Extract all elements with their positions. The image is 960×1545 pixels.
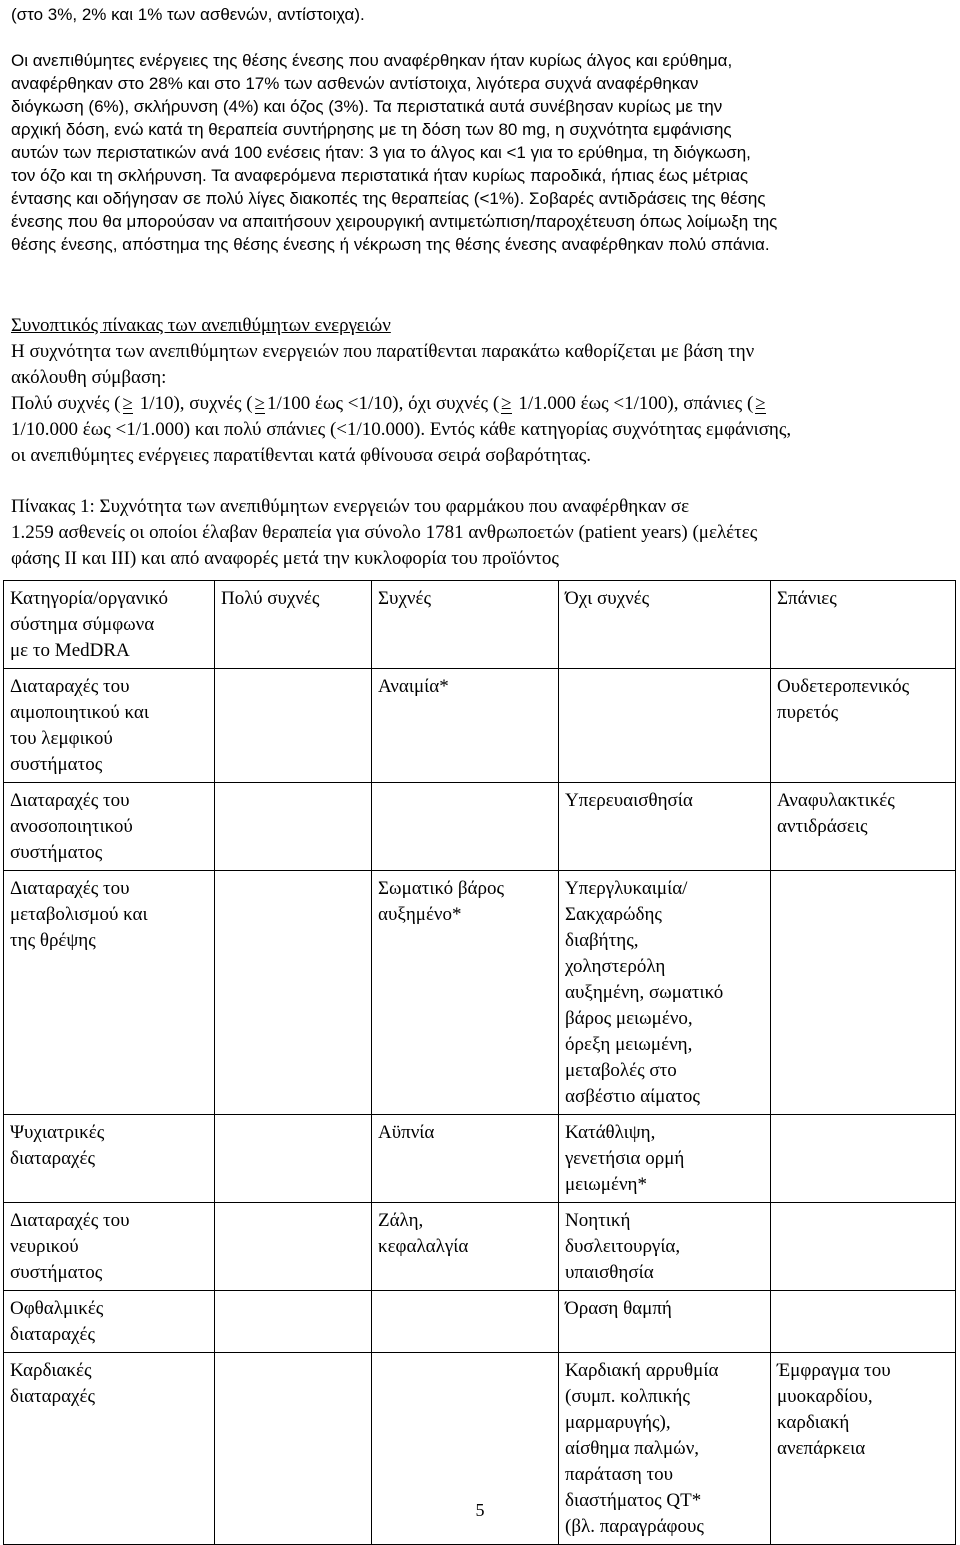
section-heading: Συνοπτικός πίνακας των ανεπιθύμητων ενεργειών	[11, 315, 391, 336]
cell-line: παράταση του	[565, 1464, 674, 1485]
paragraph-line: αρχική δόση, ενώ κατά τη θεραπεία συντήρησης με τη δόση των 80 mg, η συχνότητα εμφάνισης	[11, 120, 732, 139]
table-header-row	[4, 581, 956, 669]
paragraph-line: θέσης ένεσης, απόστημα της θέσης ένεσης ή νέκρωση της θέσης ένεσης αναφέρθηκαν πολύ σπάνια.	[11, 235, 770, 254]
cell-line: Ουδετεροπενικός	[777, 676, 910, 697]
cell-line: Κατηγορία/οργανικό	[10, 588, 168, 609]
cell-line: (συμπ. κολπικής	[565, 1386, 690, 1407]
frequency-cell	[559, 669, 771, 783]
table-caption	[11, 494, 946, 572]
cell-line: υπαισθησία	[565, 1262, 654, 1283]
frequency-cell	[771, 1115, 956, 1203]
cell-line: χοληστερόλη	[565, 956, 666, 977]
frequency-cell	[372, 783, 559, 871]
frequency-cell	[372, 1115, 559, 1203]
cell-line: Νοητική	[565, 1210, 631, 1231]
text-fragment: 1/100 έως <1/10), όχι συχνές (	[267, 393, 500, 414]
cell-line: αυξημένο*	[378, 904, 462, 925]
frequency-cell	[215, 1115, 372, 1203]
cell-line: Διαταραχές του	[10, 878, 130, 899]
text-line: Η συχνότητα των ανεπιθύμητων ενεργειών που παρατίθενται παρακάτω καθορίζεται με βάση την	[11, 341, 755, 362]
table-row	[4, 1203, 956, 1291]
cell-line: (βλ. παραγράφους	[565, 1516, 704, 1537]
cell-line: γενετήσια ορμή	[565, 1148, 685, 1169]
cell-line: συστήματος	[10, 842, 103, 863]
header-cell	[559, 581, 771, 669]
cell-line: αίσθημα παλμών,	[565, 1438, 700, 1459]
cell-line: με το MedDRA	[10, 640, 130, 661]
cell-line: Σωματικό βάρος	[378, 878, 504, 899]
table-row	[4, 669, 956, 783]
cell-line: Έμφραγμα του	[777, 1360, 891, 1381]
cell-line: μεταβολισμού και	[10, 904, 148, 925]
cell-line: μυοκαρδίου,	[777, 1386, 873, 1407]
text-line: ακόλουθη σύμβαση:	[11, 367, 167, 388]
cell-line: Καρδιακές	[10, 1360, 92, 1381]
frequency-cell	[559, 1291, 771, 1353]
frequency-cell	[215, 1291, 372, 1353]
cell-line: αυξημένη, σωματικό	[565, 982, 724, 1003]
caption-line: Πίνακας 1: Συχνότητα των ανεπιθύμητων ενεργειών του φαρμάκου που αναφέρθηκαν σε	[11, 496, 690, 517]
cell-line: συστήματος	[10, 1262, 103, 1283]
cell-line: Διαταραχές του	[10, 790, 130, 811]
frequency-cell	[372, 1291, 559, 1353]
cell-line: της θρέψης	[10, 930, 96, 951]
organ-class-cell	[4, 1115, 215, 1203]
cell-line: ανεπάρκεια	[777, 1438, 866, 1459]
frequency-cell	[559, 1203, 771, 1291]
paragraph-line: διόγκωση (6%), σκλήρυνση (4%) και όζος (3%). Τα περιστατικά αυτά συνέβησαν κυρίως με την	[11, 97, 723, 116]
cell-line: Ζάλη,	[378, 1210, 424, 1231]
cell-line: Καρδιακή αρρυθμία	[565, 1360, 719, 1381]
greater-equal-symbol: ≥	[501, 393, 512, 414]
cell-line: σύστημα σύμφωνα	[10, 614, 155, 635]
frequency-cell	[771, 1203, 956, 1291]
paragraph-line: Οι ανεπιθύμητες ενέργειες της θέσης ένεσης που αναφέρθηκαν ήταν κυρίως άλγος και ερύθημα,	[11, 51, 733, 70]
cell-line: καρδιακή	[777, 1412, 850, 1433]
cell-line: νευρικού	[10, 1236, 79, 1257]
frequency-cell	[215, 871, 372, 1115]
cell-line: μειωμένη*	[565, 1174, 647, 1195]
cell-line: διαταραχές	[10, 1386, 95, 1407]
cell-line: Σακχαρώδης	[565, 904, 662, 925]
cell-line: Αναφυλακτικές	[777, 790, 895, 811]
greater-equal-symbol: ≥	[122, 393, 133, 414]
frequency-cell	[771, 1291, 956, 1353]
header-cell	[4, 581, 215, 669]
table-row	[4, 871, 956, 1115]
text-line: (στο 3%, 2% και 1% των ασθενών, αντίστοιχα).	[11, 5, 365, 24]
cell-line: πυρετός	[777, 702, 839, 723]
table-row	[4, 1291, 956, 1353]
cell-line: Συχνές	[378, 588, 431, 609]
cell-line: αιμοποιητικού και	[10, 702, 149, 723]
cell-line: Υπερευαισθησία	[565, 790, 693, 811]
cell-line: Διαταραχές του	[10, 1210, 130, 1231]
adverse-reactions-table	[3, 580, 956, 1545]
summary-section	[11, 313, 946, 469]
cell-line: Κατάθλιψη,	[565, 1122, 656, 1143]
greater-equal-symbol: ≥	[755, 393, 766, 414]
frequency-cell	[771, 783, 956, 871]
text-line: 1/10.000 έως <1/1.000) και πολύ σπάνιες (<1/10.000). Εντός κάθε κατηγορίας συχνότητας εμφάνισης,	[11, 419, 792, 440]
cell-line: διαβήτης,	[565, 930, 639, 951]
cell-line: Διαταραχές του	[10, 676, 130, 697]
organ-class-cell	[4, 669, 215, 783]
cell-line: Υπεργλυκαιμία/	[565, 878, 688, 899]
organ-class-cell	[4, 871, 215, 1115]
cell-line: Αναιμία*	[378, 676, 449, 697]
cell-line: διαταραχές	[10, 1324, 95, 1345]
header-cell	[372, 581, 559, 669]
frequency-cell	[559, 783, 771, 871]
cell-line: δυσλειτουργία,	[565, 1236, 681, 1257]
organ-class-cell	[4, 783, 215, 871]
table-row	[4, 783, 956, 871]
cell-line: διαστήματος QT*	[565, 1490, 702, 1511]
cell-line: κεφαλαλγία	[378, 1236, 469, 1257]
cell-line: συστήματος	[10, 754, 103, 775]
cell-line: αντιδράσεις	[777, 816, 868, 837]
frequency-cell	[215, 669, 372, 783]
organ-class-cell	[4, 1203, 215, 1291]
frequency-cell	[771, 871, 956, 1115]
frequency-cell	[559, 871, 771, 1115]
cell-line: Όχι συχνές	[565, 588, 650, 609]
paragraph-injection-site-reactions	[11, 49, 946, 256]
frequency-cell	[215, 1203, 372, 1291]
intro-line	[11, 3, 946, 26]
text-fragment: 1/10), συχνές (	[134, 393, 253, 414]
organ-class-cell	[4, 1291, 215, 1353]
header-cell	[771, 581, 956, 669]
frequency-cell	[559, 1115, 771, 1203]
paragraph-line: τον όζο και τη σκλήρυνση. Τα αναφερόμενα περιστατικά ήταν κυρίως παροδικά, ήπιας έως μέτριας	[11, 166, 749, 185]
table-row	[4, 1115, 956, 1203]
frequency-convention-line	[11, 391, 946, 417]
frequency-cell	[372, 1203, 559, 1291]
frequency-cell	[771, 669, 956, 783]
paragraph-line: αυτών των περιστατικών ανά 100 ενέσεις ήταν: 3 για το άλγος και <1 για το ερύθημα, τη διόγκωση,	[11, 143, 751, 162]
paragraph-line: έντασης και οδήγησαν σε πολύ λίγες διακοπές της θεραπείας (<1%). Σοβαρές αντιδράσεις της θέσης	[11, 189, 766, 208]
cell-line: Οφθαλμικές	[10, 1298, 104, 1319]
caption-line: 1.259 ασθενείς οι οποίοι έλαβαν θεραπεία για σύνολο 1781 ανθρωποετών (patient years) (μελέτες	[11, 522, 758, 543]
header-cell	[215, 581, 372, 669]
text-fragment: 1/1.000 έως <1/100), σπάνιες (	[513, 393, 754, 414]
cell-line: του λεμφικού	[10, 728, 113, 749]
cell-line: Όραση θαμπή	[565, 1298, 672, 1319]
cell-line: Πολύ συχνές	[221, 588, 320, 609]
caption-line: φάσης ΙΙ και ΙΙΙ) και από αναφορές μετά την κυκλοφορία του προϊόντος	[11, 548, 559, 569]
cell-line: διαταραχές	[10, 1148, 95, 1169]
text-fragment: Πολύ συχνές (	[11, 393, 121, 414]
frequency-cell	[372, 871, 559, 1115]
page-number: 5	[475, 1500, 485, 1520]
greater-equal-symbol: ≥	[254, 393, 265, 414]
cell-line: όρεξη μειωμένη,	[565, 1034, 693, 1055]
paragraph-line: αναφέρθηκαν στο 28% και στο 17% των ασθενών αντίστοιχα, λιγότερα συχνά αναφέρθηκαν	[11, 74, 699, 93]
text-line: οι ανεπιθύμητες ενέργειες παρατίθενται κατά φθίνουσα σειρά σοβαρότητας.	[11, 445, 592, 466]
cell-line: ανοσοποιητικού	[10, 816, 133, 837]
frequency-cell	[215, 783, 372, 871]
paragraph-line: ένεσης που θα μπορούσαν να απαιτήσουν χειρουργική αντιμετώπιση/παροχέτευση όπως λοίμωξη της	[11, 212, 778, 231]
cell-line: Αϋπνία	[378, 1122, 435, 1143]
cell-line: μαρμαρυγής),	[565, 1412, 671, 1433]
frequency-cell	[372, 669, 559, 783]
cell-line: Ψυχιατρικές	[10, 1122, 105, 1143]
cell-line: Σπάνιες	[777, 588, 837, 609]
cell-line: βάρος μειωμένο,	[565, 1008, 693, 1029]
cell-line: ασβέστιο αίματος	[565, 1086, 700, 1107]
cell-line: μεταβολές στο	[565, 1060, 677, 1081]
